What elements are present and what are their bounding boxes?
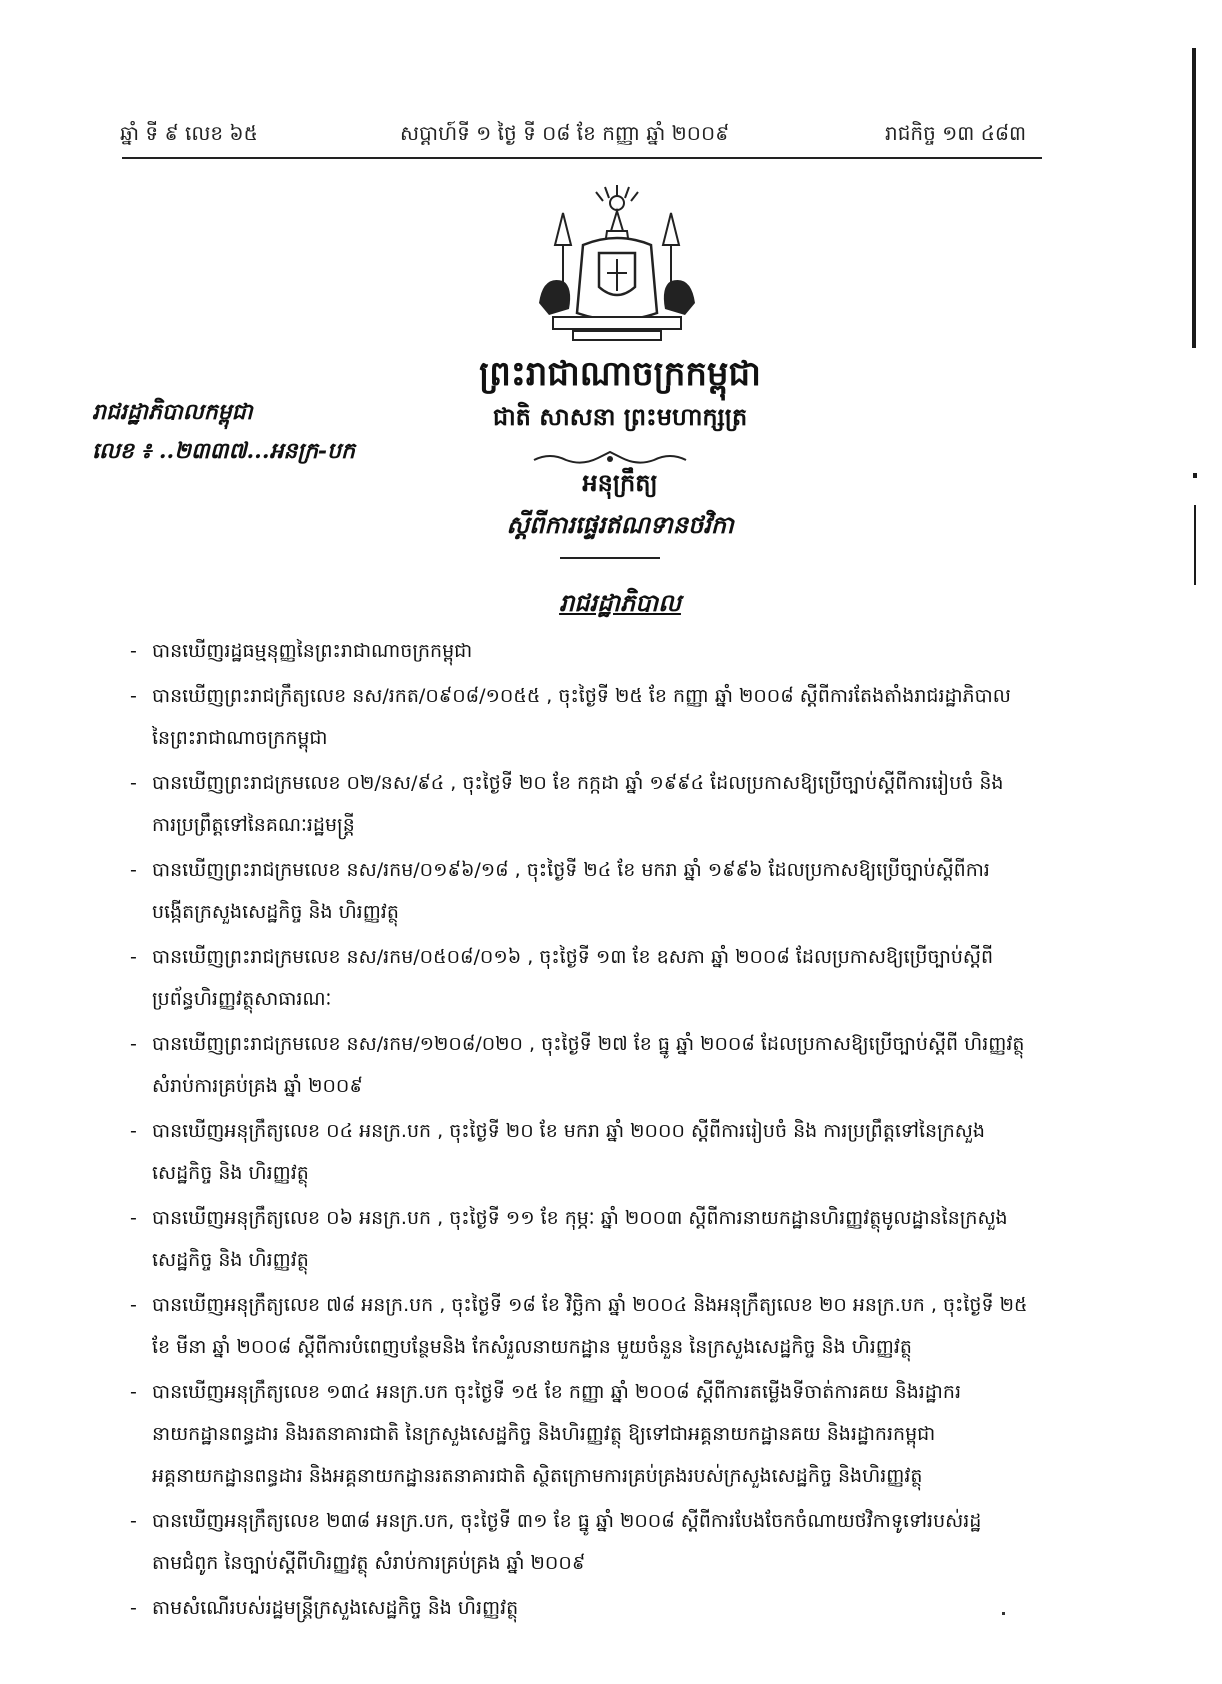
preamble-line: បង្កើតក្រសួងសេដ្ឋកិច្ច និង ហិរញ្ញវត្ថុ bbox=[152, 901, 399, 923]
bullet-dash: - bbox=[130, 1597, 137, 1619]
preamble-item bbox=[130, 675, 1070, 759]
scan-speck bbox=[1002, 1612, 1005, 1615]
preamble-line: សេដ្ឋកិច្ច និង ហិរញ្ញវត្ថុ bbox=[152, 1162, 309, 1184]
preamble-item bbox=[130, 1110, 1070, 1194]
preamble-line: ប្រព័ន្ធហិរញ្ញវត្ថុសាធារណៈ bbox=[152, 988, 332, 1010]
preamble-line: បានឃើញព្រះរាជក្រមលេខ នស/រកម/០៥០៨/០១៦ , ចុះថ្ងៃទី ១៣ ខែ ឧសភា ឆ្នាំ ២០០៨ ដែលប្រកាសឱ្យប្រើច្បាប់ស្តីពី bbox=[152, 946, 994, 968]
preamble-line: បានឃើញអនុក្រឹត្យលេខ ០៦ អនក្រ.បក , ចុះថ្ងៃទី ១១ ខែ កុម្ភៈ ឆ្នាំ ២០០៣ ស្តីពីការនាយកដ្ឋានហិរញ្ញវត្ថុមូលដ្ឋាននៃក្រសួង bbox=[152, 1207, 1008, 1229]
bullet-dash: - bbox=[130, 1381, 137, 1403]
royal-coat-of-arms-icon bbox=[533, 183, 701, 343]
preamble-line: បានឃើញព្រះរាជក្រមលេខ នស/រកម/០១៩៦/១៨ , ចុះថ្ងៃទី ២៤ ខែ មករា ឆ្នាំ ១៩៩៦ ដែលប្រកាសឱ្យប្រើច្បាប់ស្តីពីការ bbox=[152, 859, 990, 881]
kingdom-title: ព្រះរាជាណាចក្រកម្ពុជា bbox=[479, 354, 761, 394]
scan-margin-mark bbox=[1192, 48, 1196, 348]
preamble-line: តាមជំពូក នៃច្បាប់ស្តីពីហិរញ្ញវត្ថុ សំរាប់ការគ្រប់គ្រង ឆ្នាំ ២០០៩ bbox=[152, 1552, 586, 1574]
preamble-line: បានឃើញព្រះរាជក្រមលេខ នស/រកម/១២០៨/០២០ , ចុះថ្ងៃទី ២៧ ខែ ធ្នូ ឆ្នាំ ២០០៨ ដែលប្រកាសឱ្យប្រើច្បាប់ស្តីពី ហិរញ្ញវត្ថុ bbox=[152, 1033, 1025, 1055]
scan-margin-mark bbox=[1194, 505, 1196, 585]
bullet-dash: - bbox=[130, 946, 137, 968]
decree-number: លេខ ៖ ..២៣៣៧...អនក្រ-បក bbox=[92, 438, 355, 464]
bullet-dash: - bbox=[130, 1294, 137, 1316]
decree-subject: ស្តីពីការផ្ទេរឥណទានថវិកា bbox=[506, 510, 734, 539]
gazette-date: សប្តាហ៍ទី ១ ថ្ងៃ ទី ០៨ ខែ កញ្ញា ឆ្នាំ ២០០៩ bbox=[400, 121, 730, 145]
preamble-line: អគ្គនាយកដ្ឋានពន្ធដារ និងអគ្គនាយកដ្ឋានរតនាគារជាតិ ស្ថិតក្រោមការគ្រប់គ្រងរបស់ក្រសួងសេដ្ឋកិច្ច និងហិរញ្ញវត្ថុ bbox=[152, 1465, 923, 1487]
preamble-item bbox=[130, 1500, 1070, 1584]
preamble-line: ខែ មីនា ឆ្នាំ ២០០៨ ស្តីពីការបំពេញបន្ថែមនិង កែសំរួលនាយកដ្ឋាន មួយចំនួន នៃក្រសួងសេដ្ឋកិច្ច និង ហិរញ្ញវត្ថុ bbox=[152, 1336, 912, 1358]
preamble-line: បានឃើញព្រះរាជក្រឹត្យលេខ នស/រកត/០៩០៨/១០៥៥ , ចុះថ្ងៃទី ២៥ ខែ កញ្ញា ឆ្នាំ ២០០៨ ស្តីពីការតែងតាំងរាជរដ្ឋាភិបាល bbox=[152, 685, 1011, 707]
bullet-dash: - bbox=[130, 1033, 137, 1055]
preamble-line: បានឃើញអនុក្រឹត្យលេខ ១៣៤ អនក្រ.បក ចុះថ្ងៃទី ១៥ ខែ កញ្ញា ឆ្នាំ ២០០៨ ស្តីពីការតម្លើងទីចាត់ការគយ និងរដ្ឋាករ bbox=[152, 1381, 961, 1403]
preamble-item bbox=[130, 630, 1070, 672]
preamble-item bbox=[130, 1023, 1070, 1107]
bullet-dash: - bbox=[130, 1120, 137, 1142]
header-divider bbox=[122, 157, 1042, 159]
preamble-line: សេដ្ឋកិច្ច និង ហិរញ្ញវត្ថុ bbox=[152, 1249, 309, 1271]
bullet-dash: - bbox=[130, 640, 137, 662]
preamble-list bbox=[130, 630, 1070, 1632]
preamble-line: បានឃើញអនុក្រឹត្យលេខ ២៣៨ អនក្រ.បក, ចុះថ្ងៃទី ៣១ ខែ ធ្នូ ឆ្នាំ ២០០៨ ស្តីពីការបែងចែកចំណាយថវិកាទូទៅរបស់រដ្ឋ bbox=[152, 1510, 982, 1532]
preamble-item bbox=[130, 1284, 1070, 1368]
preamble-line: សំរាប់ការគ្រប់គ្រង ឆ្នាំ ២០០៩ bbox=[152, 1075, 363, 1097]
preamble-item bbox=[130, 1197, 1070, 1281]
preamble-line: បានឃើញអនុក្រឹត្យលេខ ៧៨ អនក្រ.បក , ចុះថ្ងៃទី ១៨ ខែ វិច្ឆិកា ឆ្នាំ ២០០៤ និងអនុក្រឹត្យលេខ ២០ អនក្រ.បក , ចុះថ្ងៃទី ២៥ bbox=[152, 1294, 1028, 1316]
issuer-name: រាជរដ្ឋាភិបាលកម្ពុជា bbox=[92, 399, 253, 425]
decree-type: អនុក្រឹត្យ bbox=[582, 468, 658, 497]
ornament-divider-icon bbox=[530, 450, 690, 466]
preamble-line: នៃព្រះរាជាណាចក្រកម្ពុជា bbox=[152, 727, 328, 749]
gazette-page: រាជកិច្ច ១៣ ៤៨៣ bbox=[885, 121, 1027, 145]
government-heading: រាជរដ្ឋាភិបាល bbox=[559, 588, 681, 617]
bullet-dash: - bbox=[130, 859, 137, 881]
subject-underline bbox=[560, 557, 660, 559]
bullet-dash: - bbox=[130, 1510, 137, 1532]
preamble-line: បានឃើញព្រះរាជក្រមលេខ ០២/នស/៩៤ , ចុះថ្ងៃទី ២០ ខែ កក្កដា ឆ្នាំ ១៩៩៤ ដែលប្រកាសឱ្យប្រើច្បាប់ស្តីពីការរៀបចំ និង bbox=[152, 772, 1004, 794]
bullet-dash: - bbox=[130, 772, 137, 794]
preamble-line: បានឃើញអនុក្រឹត្យលេខ ០៤ អនក្រ.បក , ចុះថ្ងៃទី ២០ ខែ មករា ឆ្នាំ ២០០០ ស្តីពីការរៀបចំ និង ការប្រព្រឹត្តទៅនៃក្រសួង bbox=[152, 1120, 985, 1142]
scan-margin-dot bbox=[1193, 473, 1197, 478]
preamble-line: នាយកដ្ឋានពន្ធដារ និងរតនាគារជាតិ នៃក្រសួងសេដ្ឋកិច្ច និងហិរញ្ញវត្ថុ ឱ្យទៅជាអគ្គនាយកដ្ឋានគយ និងរដ្ឋាករកម្ពុជា bbox=[152, 1423, 936, 1445]
preamble-item bbox=[130, 1371, 1070, 1497]
preamble-line: ការប្រព្រឹត្តទៅនៃគណៈរដ្ឋមន្ត្រី bbox=[152, 814, 355, 836]
preamble-item bbox=[130, 936, 1070, 1020]
kingdom-motto: ជាតិ សាសនា ព្រះមហាក្សត្រ bbox=[492, 402, 748, 431]
gazette-issue: ឆ្នាំ ទី ៩ លេខ ៦៥ bbox=[120, 121, 258, 145]
preamble-item bbox=[130, 1587, 1070, 1629]
bullet-dash: - bbox=[130, 1207, 137, 1229]
preamble-line: តាមសំណើរបស់រដ្ឋមន្ត្រីក្រសួងសេដ្ឋកិច្ច និង ហិរញ្ញវត្ថុ bbox=[152, 1597, 519, 1619]
preamble-line: បានឃើញរដ្ឋធម្មនុញ្ញនៃព្រះរាជាណាចក្រកម្ពុជា bbox=[152, 640, 473, 662]
bullet-dash: - bbox=[130, 685, 137, 707]
preamble-item bbox=[130, 762, 1070, 846]
preamble-item bbox=[130, 849, 1070, 933]
